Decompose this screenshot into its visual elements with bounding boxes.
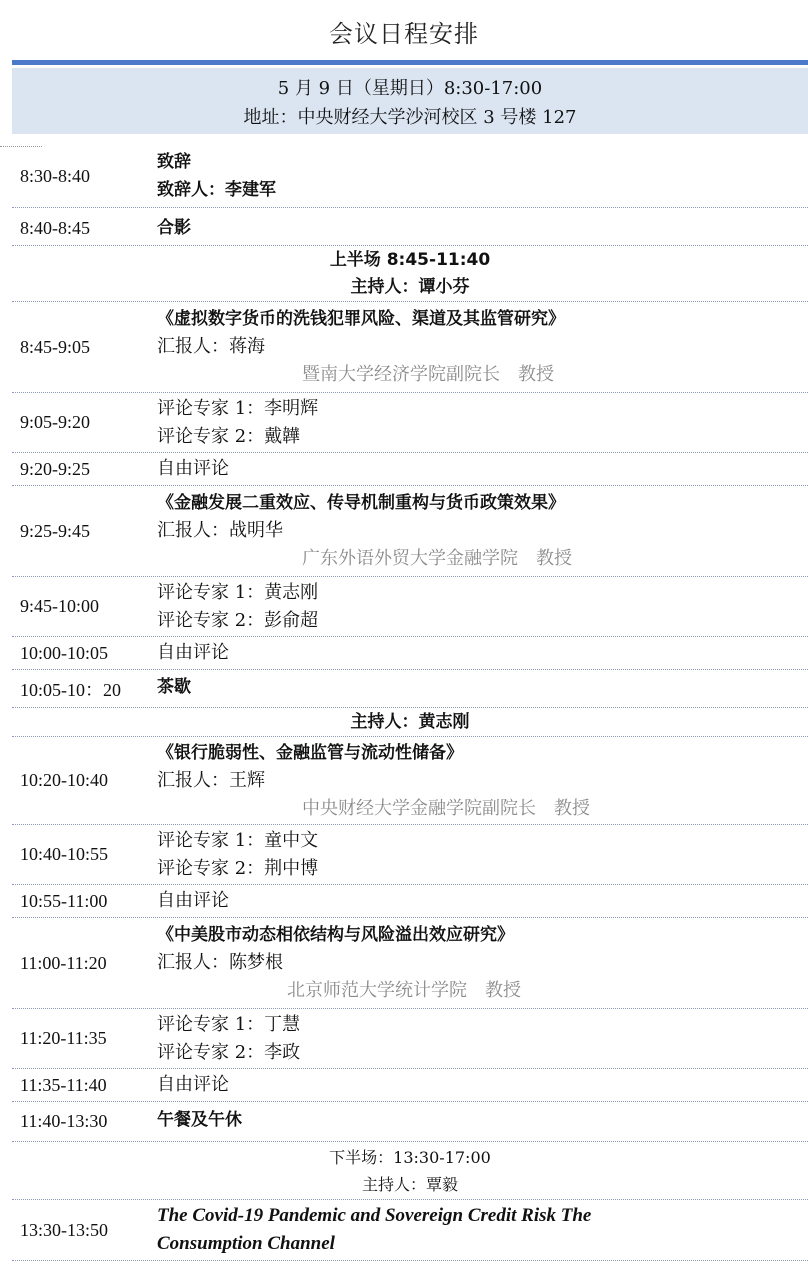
time-slot: 8:45-9:05 — [20, 336, 90, 357]
time-slot: 9:45-10:00 — [20, 596, 99, 616]
agenda-row — [12, 393, 808, 453]
agenda-row — [12, 453, 808, 486]
time-slot: 10:20-10:40 — [20, 770, 108, 790]
section-host: 主持人：覃毅 — [361, 1175, 458, 1194]
paper-title-cont: Consumption Channel — [157, 1233, 335, 1254]
agenda-row — [12, 1069, 808, 1102]
item-title: 自由评论 — [157, 458, 229, 479]
time-slot: 11:40-13:30 — [20, 1111, 108, 1131]
time-slot: 10:55-11:00 — [20, 890, 108, 911]
agenda-row — [12, 1200, 808, 1261]
paper-title: 《金融发展二重效应、传导机制重构与货币政策效果》 — [157, 493, 565, 513]
agenda-row — [12, 670, 808, 708]
paper-title: 《中美股市动态相依结构与风险溢出效应研究》 — [157, 925, 514, 945]
speaker: 致辞人：李建军 — [157, 180, 276, 200]
time-slot: 11:35-11:40 — [20, 1074, 107, 1095]
time-slot: 10:00-10:05 — [20, 642, 108, 663]
item-title: 自由评论 — [157, 890, 229, 911]
discussant-1: 评论专家 1：童中文 — [157, 830, 319, 851]
item-title: 合影 — [157, 218, 191, 238]
agenda-row — [12, 577, 808, 637]
section-header — [12, 1142, 808, 1200]
agenda-row — [12, 486, 808, 577]
header-rule — [12, 60, 808, 65]
discussant-1: 评论专家 1：丁慧 — [157, 1014, 301, 1035]
item-title: 午餐及午休 — [157, 1110, 242, 1130]
section-host: 主持人：谭小芬 — [350, 277, 470, 297]
agenda-row — [12, 637, 808, 670]
section-title: 上半场 8:45-11:40 — [329, 250, 491, 270]
time-slot: 10:40-10:55 — [20, 844, 108, 864]
agenda-row — [12, 212, 808, 246]
agenda-row — [12, 1102, 808, 1142]
discussant-2: 评论专家 2：荆中博 — [157, 858, 319, 879]
item-title: 茶歇 — [157, 677, 191, 697]
time-slot: 9:25-9:45 — [20, 520, 90, 541]
section-title: 下半场：13:30-17:00 — [329, 1148, 491, 1167]
presenter: 汇报人：陈梦根 — [157, 952, 283, 973]
item-title: 致辞 — [157, 152, 191, 172]
time-slot: 10:05-10：20 — [20, 679, 121, 700]
agenda-row — [12, 737, 808, 825]
discussant-1: 评论专家 1：黄志刚 — [157, 582, 319, 603]
discussant-2: 评论专家 2：李政 — [157, 1042, 301, 1063]
presenter: 汇报人：王辉 — [157, 770, 265, 791]
affiliation: 北京师范大学统计学院 教授 — [287, 980, 521, 1001]
agenda-row — [12, 825, 808, 885]
presenter: 汇报人：战明华 — [157, 520, 283, 541]
session-date: 5 月 9 日（星期日）8:30-17:00 — [277, 78, 543, 99]
session-header — [12, 68, 808, 134]
discussant-2: 评论专家 2：戴韡 — [157, 426, 301, 447]
session-address: 地址：中央财经大学沙河校区 3 号楼 127 — [243, 107, 577, 128]
affiliation: 暨南大学经济学院副院长 教授 — [302, 364, 554, 385]
agenda-row — [12, 1009, 808, 1069]
affiliation: 中央财经大学金融学院副院长 教授 — [302, 798, 590, 819]
paper-title: 《虚拟数字货币的洗钱犯罪风险、渠道及其监管研究》 — [157, 309, 565, 329]
section-header — [12, 708, 808, 737]
section-header — [12, 246, 808, 302]
time-slot: 9:05-9:20 — [20, 412, 90, 432]
agenda-row — [12, 146, 808, 208]
time-slot: 13:30-13:50 — [20, 1219, 108, 1240]
section-host: 主持人：黄志刚 — [350, 712, 470, 732]
time-slot: 8:40-8:45 — [20, 218, 90, 238]
presenter: 汇报人：蒋海 — [157, 336, 265, 357]
agenda-row — [12, 885, 808, 918]
item-title: 自由评论 — [157, 642, 229, 663]
page-title: 会议日程安排 — [329, 20, 479, 48]
discussant-1: 评论专家 1：李明辉 — [157, 398, 319, 419]
time-slot: 8:30-8:40 — [20, 166, 90, 186]
paper-title: The Covid-19 Pandemic and Sovereign Credit Risk The — [157, 1205, 592, 1226]
agenda-row — [12, 918, 808, 1009]
paper-title: 《银行脆弱性、金融监管与流动性储备》 — [157, 743, 463, 763]
agenda-row — [12, 302, 808, 393]
item-title: 自由评论 — [157, 1074, 229, 1095]
affiliation: 广东外语外贸大学金融学院 教授 — [302, 548, 572, 569]
discussant-2: 评论专家 2：彭俞超 — [157, 610, 319, 631]
time-slot: 11:00-11:20 — [20, 952, 107, 973]
time-slot: 9:20-9:25 — [20, 458, 90, 479]
time-slot: 11:20-11:35 — [20, 1028, 107, 1048]
